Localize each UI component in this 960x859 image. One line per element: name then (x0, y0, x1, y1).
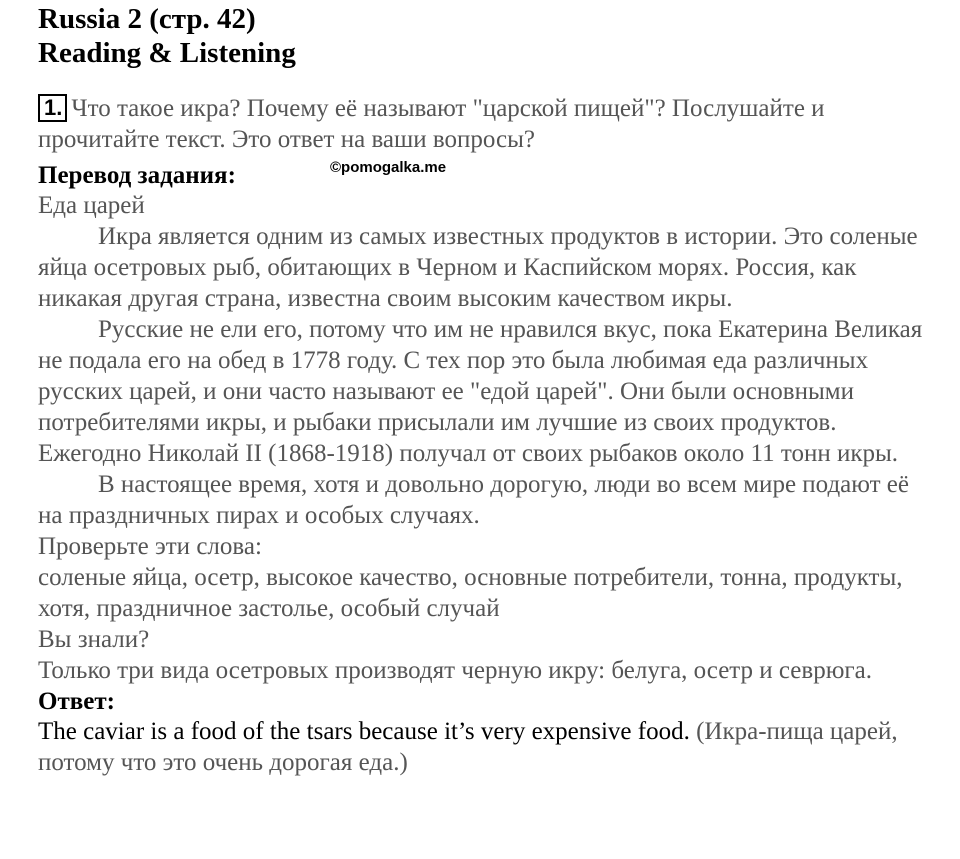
page-subtitle: Reading & Listening (38, 37, 296, 69)
translation-paragraph-1: Икра является одним из самых известных продуктов в истории. Это соленые яйца осетровых рыб, обитающих в Черном и Каспийском морях. Россия, как никакая другая страна, известна своим высоким качеством икры. (38, 223, 918, 312)
translation-paragraph-3: В настоящее время, хотя и довольно дорогую, люди во всем мире подают её на праздничных пирах и особых случаях. (38, 471, 909, 529)
watermark: ©pomogalka.me (330, 159, 447, 176)
answer-block (38, 716, 938, 778)
translation-subtitle: Еда царей (38, 192, 145, 219)
answer-russian: (Икра-пища царей, потому что это очень дорогая еда.) (38, 718, 898, 776)
page-title: Russia 2 (стр. 42) (38, 3, 256, 35)
translation-heading: Перевод задания: (38, 162, 236, 189)
check-words-label: Проверьте эти слова: (38, 533, 262, 560)
translation-paragraph-2: Русские не ели его, потому что им не нравился вкус, пока Екатерина Великая не подала его на обед в 1778 году. С тех пор это была любимая еда различных русских царей, и они часто называют ее "едой царей". Они были основными потребителями икры, и рыбаки присылали им лучшие из своих продуктов. Ежегодно Николай II (1868-1918) получал от своих рыбаков около 11 тонн икры. (38, 316, 923, 467)
task-text: Что такое икра? Почему её называют "царской пищей"? Послушайте и прочитайте текст. Это ответ на ваши вопросы? (38, 95, 825, 153)
task-block (38, 93, 938, 155)
did-you-know-text: Только три вида осетровых производят черную икру: белуга, осетр и севрюга. (38, 657, 872, 684)
check-words-list: соленые яйца, осетр, высокое качество, основные потребители, тонна, продукты, хотя, праздничное застолье, особый случай (38, 564, 903, 622)
did-you-know-label: Вы знали? (38, 626, 150, 653)
document-page (38, 0, 938, 778)
answer-heading: Ответ: (38, 688, 115, 715)
answer-english: The caviar is a food of the tsars because it’s very expensive food. (38, 718, 690, 745)
task-number-badge: 1. (38, 94, 67, 122)
